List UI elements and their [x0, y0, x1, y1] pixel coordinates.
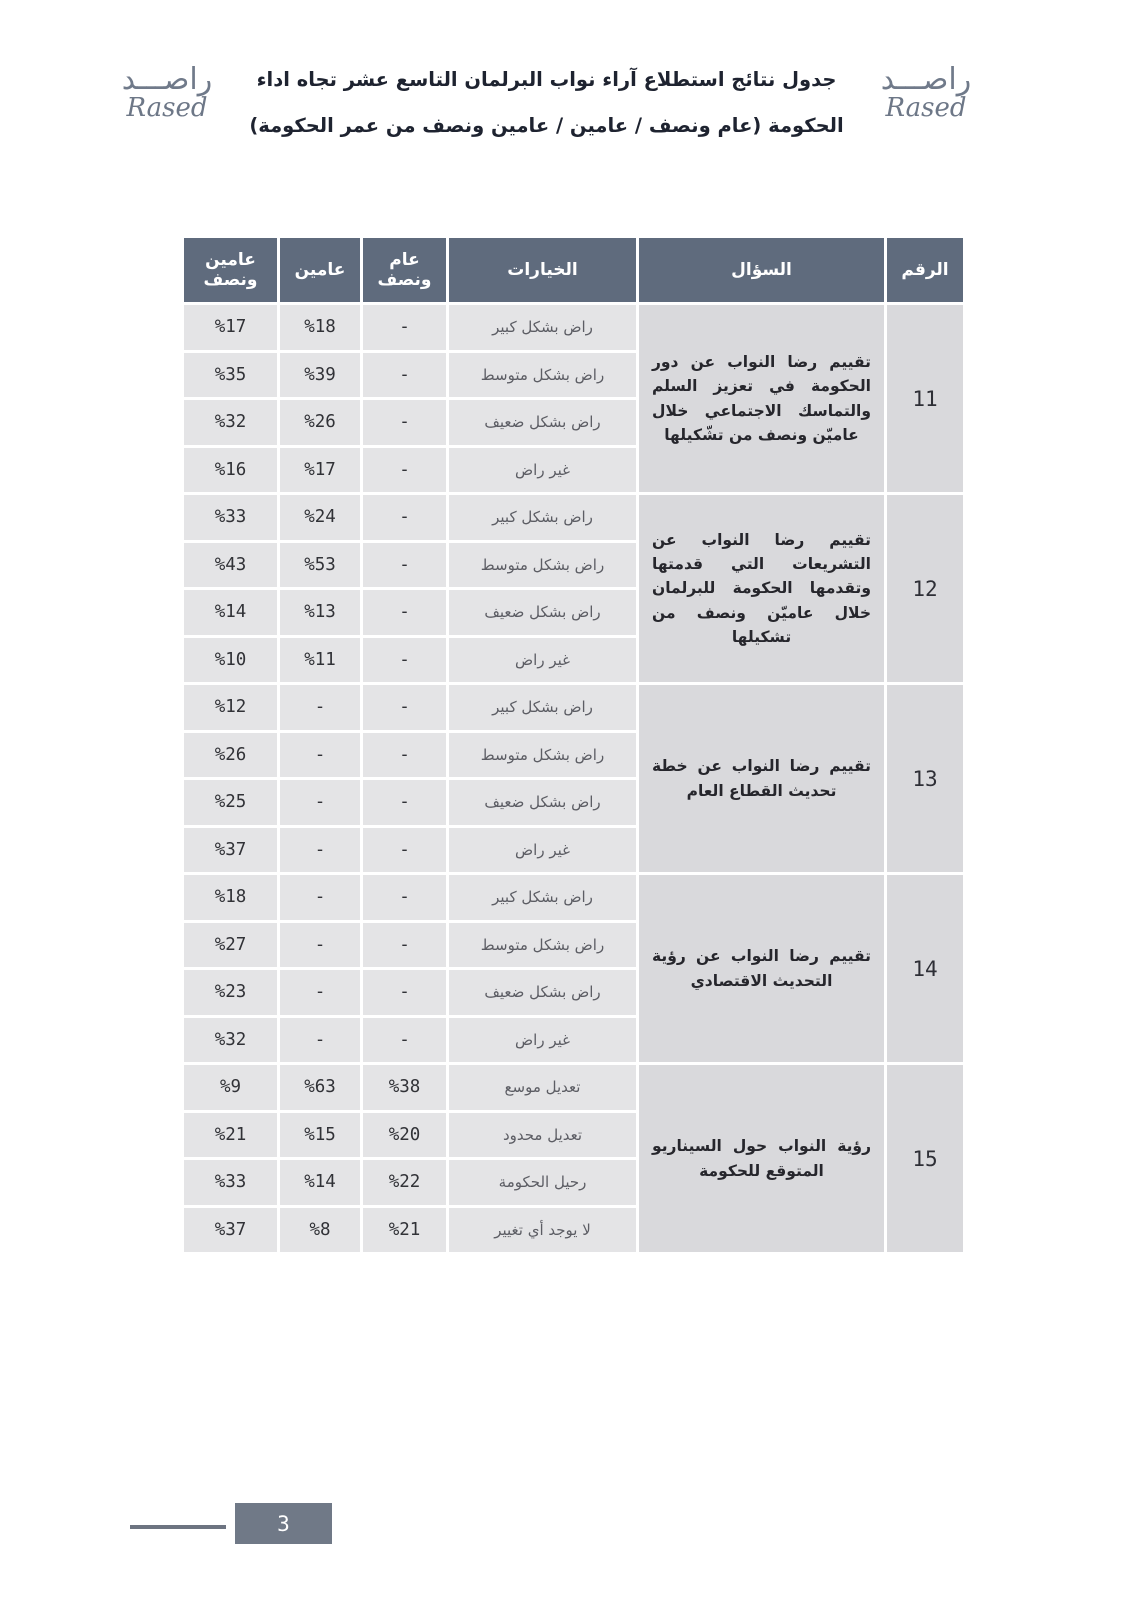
value-cell: -: [363, 400, 446, 445]
value-cell: -: [363, 590, 446, 635]
option-label: راض بشكل ضعيف: [449, 590, 636, 635]
option-label: تعديل موسع: [449, 1065, 636, 1110]
value-cell: %14: [280, 1160, 360, 1205]
page-title-line1: جدول نتائج استطلاع آراء نواب البرلمان التاسع عشر تجاه اداء: [256, 68, 837, 91]
value-cell: -: [363, 923, 446, 968]
column-header-two-years: عامين: [280, 238, 360, 302]
option-label: راض بشكل كبير: [449, 685, 636, 730]
value-cell: -: [363, 543, 446, 588]
question-cell: [639, 875, 884, 1062]
value-cell: %25: [184, 780, 277, 825]
value-cell: %17: [280, 448, 360, 493]
question-text: تقييم رضا النواب عن خطة تحديث القطاع العام: [652, 757, 871, 800]
value-cell: %38: [363, 1065, 446, 1110]
value-cell: %33: [184, 495, 277, 540]
value-cell: -: [363, 970, 446, 1015]
results-table: [184, 238, 963, 1252]
column-header-question: السؤال: [639, 238, 884, 302]
value-cell: %12: [184, 685, 277, 730]
value-cell: %23: [184, 970, 277, 1015]
value-cell: -: [363, 733, 446, 778]
value-cell: %18: [184, 875, 277, 920]
logo-left: [112, 60, 222, 123]
option-label: رحيل الحكومة: [449, 1160, 636, 1205]
question-number: 13: [887, 685, 963, 872]
page-number-badge: 3: [235, 1503, 332, 1544]
value-cell: %22: [363, 1160, 446, 1205]
value-cell: -: [280, 685, 360, 730]
value-cell: -: [280, 828, 360, 873]
value-cell: %18: [280, 305, 360, 350]
page-title-line2: الحكومة (عام ونصف / عامين / عامين ونصف من عمر الحكومة): [249, 114, 844, 138]
value-cell: %32: [184, 400, 277, 445]
option-label: راض بشكل متوسط: [449, 733, 636, 778]
page-header: [0, 60, 1131, 139]
rased-logo-arabic: راصـــد: [880, 62, 972, 97]
value-cell: -: [363, 495, 446, 540]
value-cell: %21: [184, 1113, 277, 1158]
rased-logo-latin: Rased: [126, 93, 208, 123]
value-cell: %15: [280, 1113, 360, 1158]
column-header-two-years-and-half: عامين ونصف: [184, 238, 277, 302]
value-cell: -: [363, 1018, 446, 1063]
rased-logo-arabic: راصـــد: [121, 62, 213, 97]
value-cell: %43: [184, 543, 277, 588]
value-cell: -: [280, 780, 360, 825]
value-cell: %9: [184, 1065, 277, 1110]
option-label: راض بشكل ضعيف: [449, 780, 636, 825]
question-cell: [639, 495, 884, 682]
page-title: [249, 60, 843, 139]
value-cell: -: [280, 733, 360, 778]
value-cell: %26: [280, 400, 360, 445]
question-number: 14: [887, 875, 963, 1062]
option-label: راض بشكل متوسط: [449, 923, 636, 968]
question-text: تقييم رضا النواب عن دور الحكومة في تعزيز السلم والتماسك الاجتماعي خلال عاميّن ونصف من تشّكيلها: [652, 353, 871, 444]
value-cell: %20: [363, 1113, 446, 1158]
value-cell: -: [363, 353, 446, 398]
value-cell: %21: [363, 1208, 446, 1253]
question-text: رؤية النواب حول السيناريو المتوقع للحكومة: [652, 1137, 871, 1180]
option-label: غير راض: [449, 828, 636, 873]
value-cell: %32: [184, 1018, 277, 1063]
option-label: راض بشكل متوسط: [449, 543, 636, 588]
value-cell: %39: [280, 353, 360, 398]
value-cell: %33: [184, 1160, 277, 1205]
option-label: غير راض: [449, 1018, 636, 1063]
value-cell: %27: [184, 923, 277, 968]
rased-logo-latin: Rased: [885, 93, 967, 123]
value-cell: %63: [280, 1065, 360, 1110]
logo-right: [871, 60, 981, 123]
value-cell: -: [280, 1018, 360, 1063]
column-header-number: الرقم: [887, 238, 963, 302]
value-cell: %35: [184, 353, 277, 398]
question-cell: [639, 305, 884, 492]
question-text: تقييم رضا النواب عن التشريعات التي قدمتها وتقدمها الحكومة للبرلمان خلال عاميّن ونصف من تشكيلها: [652, 531, 871, 646]
value-cell: %8: [280, 1208, 360, 1253]
footer-divider-line: [130, 1525, 226, 1529]
value-cell: %53: [280, 543, 360, 588]
value-cell: -: [280, 875, 360, 920]
value-cell: %24: [280, 495, 360, 540]
column-header-options: الخيارات: [449, 238, 636, 302]
question-cell: [639, 685, 884, 872]
option-label: راض بشكل كبير: [449, 495, 636, 540]
value-cell: %37: [184, 828, 277, 873]
value-cell: -: [363, 638, 446, 683]
option-label: لا يوجد أي تغيير: [449, 1208, 636, 1253]
option-label: غير راض: [449, 638, 636, 683]
value-cell: -: [280, 970, 360, 1015]
option-label: راض بشكل كبير: [449, 875, 636, 920]
value-cell: %11: [280, 638, 360, 683]
question-number: 12: [887, 495, 963, 682]
value-cell: %10: [184, 638, 277, 683]
value-cell: %17: [184, 305, 277, 350]
value-cell: -: [280, 923, 360, 968]
option-label: راض بشكل ضعيف: [449, 400, 636, 445]
question-number: 11: [887, 305, 963, 492]
question-text: تقييم رضا النواب عن رؤية التحديث الاقتصادي: [652, 947, 871, 990]
results-grid: [184, 238, 963, 1252]
value-cell: -: [363, 780, 446, 825]
value-cell: %13: [280, 590, 360, 635]
value-cell: %14: [184, 590, 277, 635]
value-cell: -: [363, 685, 446, 730]
question-number: 15: [887, 1065, 963, 1252]
value-cell: %37: [184, 1208, 277, 1253]
value-cell: -: [363, 305, 446, 350]
value-cell: %26: [184, 733, 277, 778]
option-label: راض بشكل كبير: [449, 305, 636, 350]
option-label: راض بشكل متوسط: [449, 353, 636, 398]
value-cell: -: [363, 875, 446, 920]
value-cell: %16: [184, 448, 277, 493]
option-label: غير راض: [449, 448, 636, 493]
value-cell: -: [363, 448, 446, 493]
question-cell: [639, 1065, 884, 1252]
option-label: راض بشكل ضعيف: [449, 970, 636, 1015]
column-header-year-and-half: عام ونصف: [363, 238, 446, 302]
value-cell: -: [363, 828, 446, 873]
option-label: تعديل محدود: [449, 1113, 636, 1158]
